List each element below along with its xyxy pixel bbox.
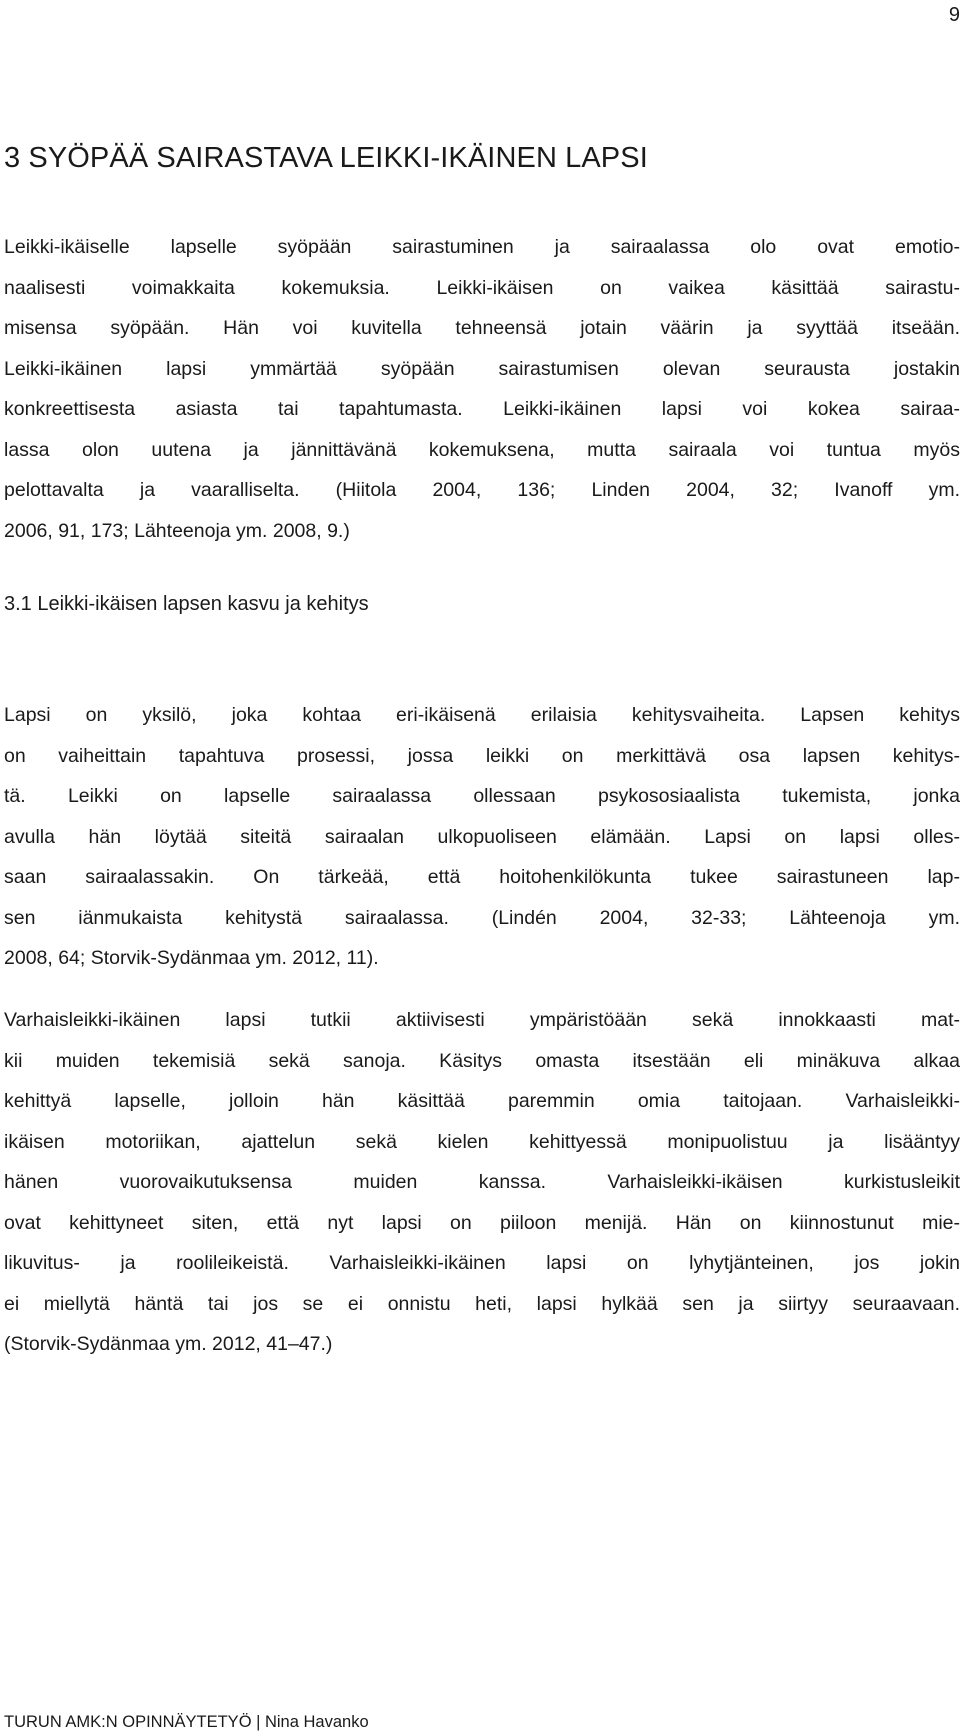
paragraph-line: sen iänmukaista kehitystä sairaalassa. (Lindén 2004, 32-33; Lähteenoja ym. <box>4 906 960 929</box>
paragraph-line: (Storvik-Sydänmaa ym. 2012, 41–47.) <box>4 1333 333 1355</box>
paragraph-line: naalisesti voimakkaita kokemuksia. Leikki-ikäisen on vaikea käsittää sairastu- <box>4 276 960 299</box>
chapter-title: 3 SYÖPÄÄ SAIRASTAVA LEIKKI-IKÄINEN LAPSI <box>4 142 648 174</box>
paragraph-line: tä. Leikki on lapselle sairaalassa ollessaan psykososiaalista tukemista, jonka <box>4 785 960 807</box>
section-paragraph-1 <box>4 695 960 979</box>
paragraph-line: on vaiheittain tapahtuva prosessi, jossa leikki on merkittävä osa lapsen kehitys- <box>4 744 960 767</box>
page-footer: TURUN AMK:N OPINNÄYTETYÖ | Nina Havanko <box>4 1713 369 1731</box>
paragraph-line: misensa syöpään. Hän voi kuvitella tehneensä jotain väärin ja syyttää itseään. <box>4 317 960 339</box>
section-paragraph-2 <box>4 1000 960 1365</box>
page-number: 9 <box>948 4 960 26</box>
paragraph-line: ei miellytä häntä tai jos se ei onnistu heti, lapsi hylkää sen ja siirtyy seuraavaan. <box>4 1292 960 1315</box>
paragraph-line: avulla hän löytää siteitä sairaalan ulkopuoliseen elämään. Lapsi on lapsi olles- <box>4 825 960 848</box>
paragraph-line: Leikki-ikäinen lapsi ymmärtää syöpään sairastumisen olevan seurausta jostakin <box>4 357 960 380</box>
paragraph-line: konkreettisesta asiasta tai tapahtumasta. Leikki-ikäinen lapsi voi kokea sairaa- <box>4 398 960 420</box>
section-heading: 3.1 Leikki-ikäisen lapsen kasvu ja kehitys <box>4 593 369 615</box>
paragraph-line: Varhaisleikki-ikäinen lapsi tutkii aktiivisesti ympäristöään sekä innokkaasti mat- <box>4 1009 960 1031</box>
paragraph-line: kii muiden tekemisiä sekä sanoja. Käsitys omasta itsestään eli minäkuva alkaa <box>4 1049 960 1072</box>
paragraph-line: 2006, 91, 173; Lähteenoja ym. 2008, 9.) <box>4 519 350 542</box>
intro-paragraph <box>4 227 960 551</box>
paragraph-line: lassa olon uutena ja jännittävänä kokemuksena, mutta sairaala voi tuntua myös <box>4 438 960 461</box>
paragraph-line: pelottavalta ja vaaralliselta. (Hiitola 2004, 136; Linden 2004, 32; Ivanoff ym. <box>4 479 960 501</box>
paragraph-line: ikäisen motoriikan, ajattelun sekä kielen kehittyessä monipuolistuu ja lisääntyy <box>4 1130 960 1153</box>
paragraph-line: hänen vuorovaikutuksensa muiden kanssa. Varhaisleikki-ikäisen kurkistusleikit <box>4 1171 960 1193</box>
paragraph-line: Leikki-ikäiselle lapselle syöpään sairastuminen ja sairaalassa olo ovat emotio- <box>4 236 960 258</box>
paragraph-line: likuvitus- ja roolileikeistä. Varhaisleikki-ikäinen lapsi on lyhytjänteinen, jos jokin <box>4 1252 960 1274</box>
paragraph-line: kehittyä lapselle, jolloin hän käsittää paremmin omia taitojaan. Varhaisleikki- <box>4 1090 960 1112</box>
paragraph-line: Lapsi on yksilö, joka kohtaa eri-ikäisenä erilaisia kehitysvaiheita. Lapsen kehitys <box>4 704 960 726</box>
paragraph-line: 2008, 64; Storvik-Sydänmaa ym. 2012, 11). <box>4 947 379 969</box>
paragraph-line: saan sairaalassakin. On tärkeää, että hoitohenkilökunta tukee sairastuneen lap- <box>4 866 960 888</box>
paragraph-line: ovat kehittyneet siten, että nyt lapsi on piiloon menijä. Hän on kiinnostunut mie- <box>4 1211 960 1234</box>
